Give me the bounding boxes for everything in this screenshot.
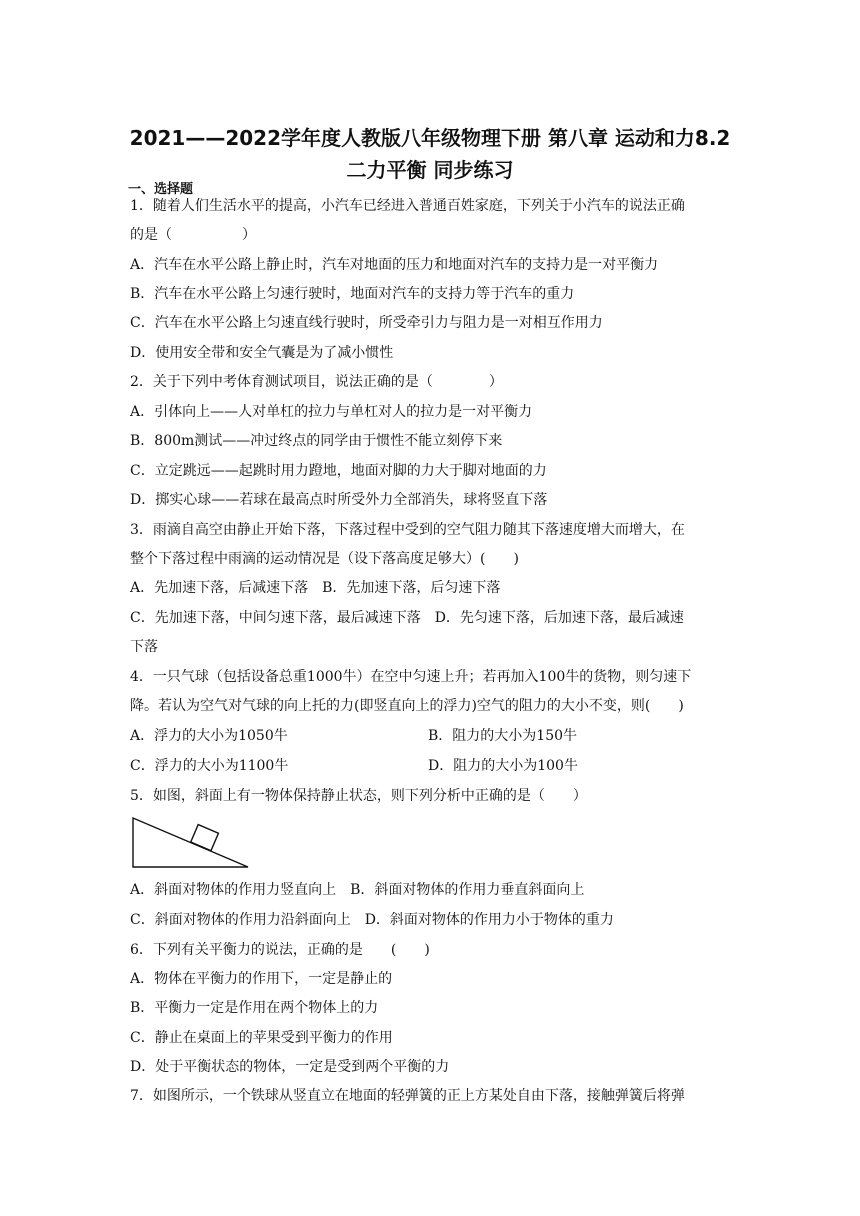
q1-stem-line1: 1．随着人们生活水平的提高，小汽车已经进入普通百姓家庭，下列关于小汽车的说法正确 bbox=[130, 198, 685, 214]
incline-figure bbox=[128, 815, 254, 871]
q4-option-b: B．阻力的大小为150牛 bbox=[428, 728, 578, 744]
q3-options-cd-cont: 下落 bbox=[130, 639, 158, 655]
q3-options-cd: C．先加速下落，中间匀速下落，最后减速下落 D．先匀速下落，后加速下落，最后减速 bbox=[130, 610, 684, 626]
q6-option-a: A．物体在平衡力的作用下，一定是静止的 bbox=[130, 971, 393, 987]
q6-stem: 6．下列有关平衡力的说法，正确的是 ( ) bbox=[130, 942, 430, 958]
q3-stem-line2: 整个下落过程中雨滴的运动情况是（设下落高度足够大）( ) bbox=[130, 551, 519, 567]
q6-option-d: D．处于平衡状态的物体，一定是受到两个平衡的力 bbox=[130, 1059, 450, 1075]
q1-option-c: C．汽车在水平公路上匀速直线行驶时，所受牵引力与阻力是一对相互作用力 bbox=[130, 315, 603, 331]
q2-option-a: A．引体向上——人对单杠的拉力与单杠对人的拉力是一对平衡力 bbox=[130, 404, 533, 420]
q5-stem: 5．如图，斜面上有一物体保持静止状态，则下列分析中正确的是（ ） bbox=[130, 788, 587, 804]
q2-option-d: D．掷实心球——若球在最高点时所受外力全部消失，球将竖直下落 bbox=[130, 492, 548, 508]
q7-stem-line1: 7．如图所示，一个铁球从竖直立在地面的轻弹簧的正上方某处自由下落，接触弹簧后将弹 bbox=[130, 1088, 685, 1104]
q6-option-b: B．平衡力一定是作用在两个物体上的力 bbox=[130, 1000, 379, 1016]
q2-option-b: B．800m测试——冲过终点的同学由于惯性不能立刻停下来 bbox=[130, 433, 503, 449]
q3-stem-line1: 3．雨滴自高空由静止开始下落，下落过程中受到的空气阻力随其下落速度增大而增大，在 bbox=[130, 522, 685, 538]
q5-options-cd: C．斜面对物体的作用力沿斜面向上 D．斜面对物体的作用力小于物体的重力 bbox=[130, 912, 614, 928]
q1-option-d: D．使用安全带和安全气囊是为了减小惯性 bbox=[130, 345, 394, 361]
doc-title-line2: 二力平衡 同步练习 bbox=[346, 158, 514, 182]
q4-option-a: A．浮力的大小为1050牛 bbox=[130, 728, 288, 744]
doc-title-line1: 2021——2022学年度人教版八年级物理下册 第八章 运动和力8.2 bbox=[129, 126, 731, 150]
q4-stem-line1: 4．一只气球（包括设备总重1000牛）在空中匀速上升；若再加入100牛的货物，则匀速下 bbox=[130, 669, 692, 685]
q4-option-c: C．浮力的大小为1100牛 bbox=[130, 758, 289, 774]
block-on-incline bbox=[191, 825, 219, 851]
q6-option-c: C．静止在桌面上的苹果受到平衡力的作用 bbox=[130, 1030, 393, 1046]
q2-stem: 2．关于下列中考体育测试项目，说法正确的是（ ） bbox=[130, 374, 503, 390]
q4-stem-line2: 降。若认为空气对气球的向上托的力(即竖直向上的浮力)空气的阻力的大小不变，则( ) bbox=[130, 698, 684, 714]
section-heading: 一、选择题 bbox=[128, 182, 194, 197]
q1-option-b: B．汽车在水平公路上匀速行驶时，地面对汽车的支持力等于汽车的重力 bbox=[130, 286, 575, 302]
q4-option-d: D．阻力的大小为100牛 bbox=[428, 758, 578, 774]
q2-option-c: C．立定跳远——起跳时用力蹬地，地面对脚的力大于脚对地面的力 bbox=[130, 463, 547, 479]
q3-options-ab: A．先加速下落，后减速下落 B．先加速下落，后匀速下落 bbox=[130, 580, 501, 596]
q1-option-a: A．汽车在水平公路上静止时，汽车对地面的压力和地面对汽车的支持力是一对平衡力 bbox=[130, 257, 659, 273]
q1-stem-line2: 的是（ ） bbox=[130, 227, 256, 243]
q5-options-ab: A．斜面对物体的作用力竖直向上 B．斜面对物体的作用力垂直斜面向上 bbox=[130, 882, 585, 898]
